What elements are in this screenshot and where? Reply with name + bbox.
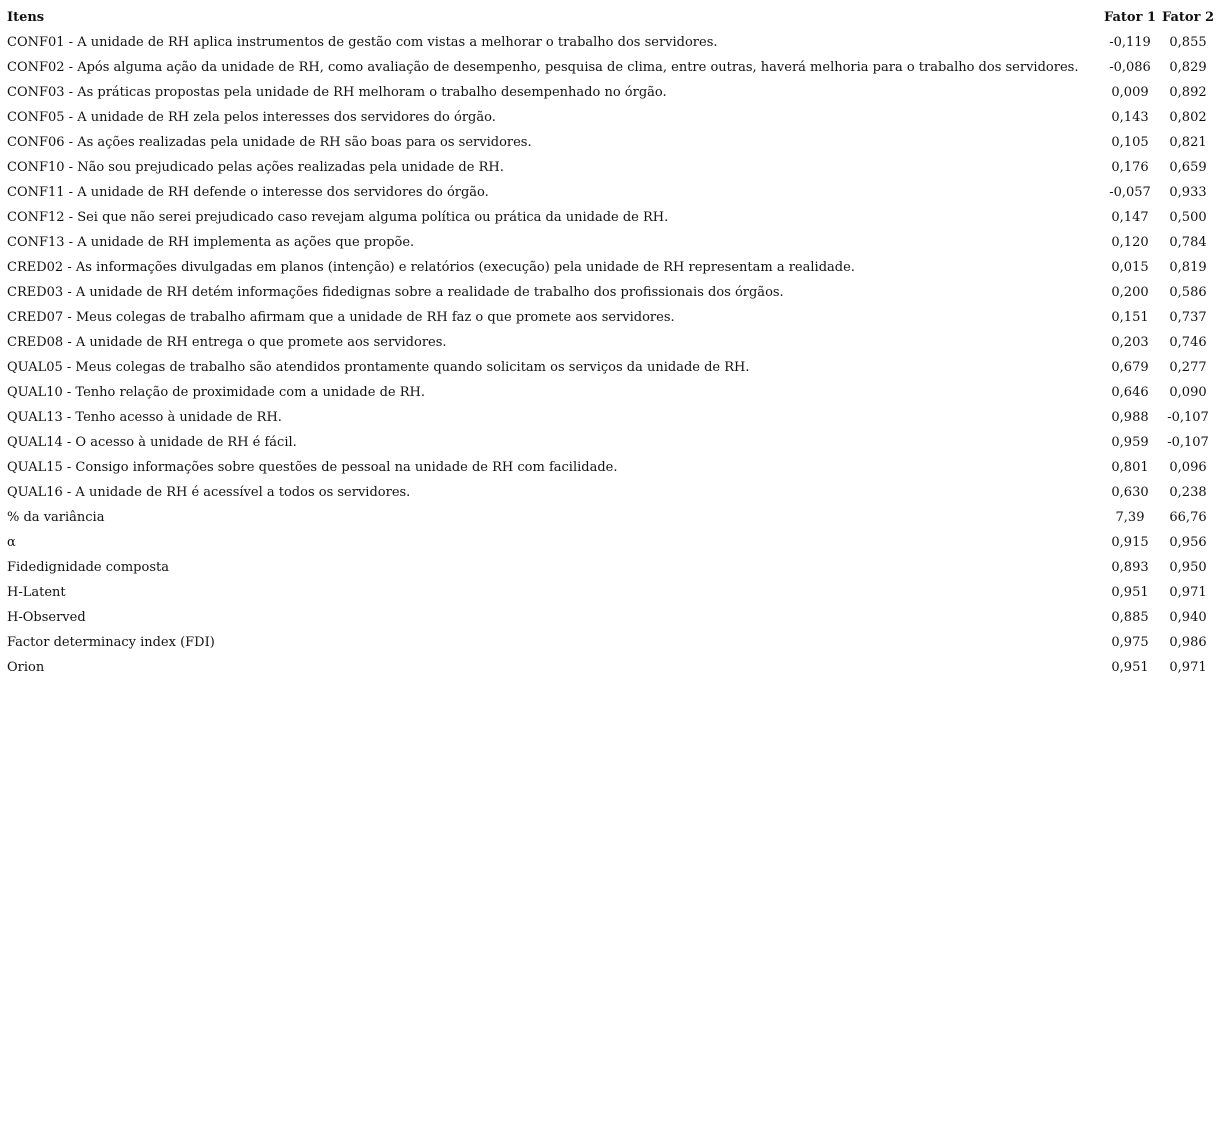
row-item-text: CONF11 - A unidade de RH defende o interesse dos servidores do órgão.: [7, 185, 489, 200]
row-factor-2-value: 0,784: [1169, 235, 1207, 250]
row-factor-1-value: 0,120: [1111, 235, 1149, 250]
row-factor-1-value: -0,086: [1109, 60, 1151, 75]
table-row: [7, 380, 1217, 405]
row-factor-1-value: 0,143: [1111, 110, 1149, 125]
row-factor-1-value: 0,015: [1111, 260, 1149, 275]
row-factor-1-value: 0,151: [1111, 310, 1149, 325]
row-factor-2-value: 0,956: [1169, 535, 1207, 550]
row-factor-1-value: 0,009: [1111, 85, 1149, 100]
row-item-text: H-Observed: [7, 610, 86, 625]
row-item-text: CONF13 - A unidade de RH implementa as ações que propõe.: [7, 235, 415, 250]
header-factor-2: Fator 2: [1161, 10, 1215, 25]
row-factor-1-value: 0,200: [1111, 285, 1149, 300]
row-factor-2-value: 0,500: [1169, 210, 1207, 225]
row-item-text: CONF05 - A unidade de RH zela pelos interesses dos servidores do órgão.: [7, 110, 496, 125]
row-factor-2-value: -0,107: [1167, 435, 1209, 450]
table-row: [7, 605, 1217, 630]
row-factor-1-value: 0,679: [1111, 360, 1149, 375]
row-factor-1-value: 0,147: [1111, 210, 1149, 225]
row-factor-2-value: 0,746: [1169, 335, 1207, 350]
row-factor-1-value: 0,801: [1111, 460, 1149, 475]
row-item-text: Factor determinacy index (FDI): [7, 635, 215, 650]
row-factor-2-value: 0,971: [1169, 585, 1207, 600]
table-row: [7, 355, 1217, 380]
table-row: [7, 405, 1217, 430]
table-row: [7, 105, 1217, 130]
row-factor-1-value: 0,951: [1111, 660, 1149, 675]
row-item-text: CONF03 - As práticas propostas pela unidade de RH melhoram o trabalho desempenhado no órgão.: [7, 85, 667, 100]
table-row: [7, 80, 1217, 105]
row-item-text: CONF02 - Após alguma ação da unidade de RH, como avaliação de desempenho, pesquisa de clima, entre outras, haverá melhoria para o trabalho dos servidores.: [7, 60, 1079, 75]
row-item-text: Orion: [7, 660, 45, 675]
row-factor-1-value: 0,915: [1111, 535, 1149, 550]
row-factor-2-value: 0,586: [1169, 285, 1207, 300]
table-row: [7, 130, 1217, 155]
row-item-text: H-Latent: [7, 585, 66, 600]
row-factor-1-value: 7,39: [1115, 510, 1145, 525]
row-item-text: CONF12 - Sei que não serei prejudicado caso revejam alguma política ou prática da unidade de RH.: [7, 210, 669, 225]
row-factor-2-value: -0,107: [1167, 410, 1209, 425]
table-row: [7, 630, 1217, 655]
table-row: [7, 255, 1217, 280]
row-item-text: CONF10 - Não sou prejudicado pelas ações realizadas pela unidade de RH.: [7, 160, 504, 175]
row-factor-2-value: 0,737: [1169, 310, 1207, 325]
table-row: [7, 305, 1217, 330]
table-row: [7, 55, 1217, 80]
row-item-text: CONF06 - As ações realizadas pela unidade de RH são boas para os servidores.: [7, 135, 532, 150]
row-item-text: QUAL05 - Meus colegas de trabalho são atendidos prontamente quando solicitam os serviços da unidade de RH.: [7, 360, 750, 375]
row-factor-1-value: 0,646: [1111, 385, 1149, 400]
table-row: [7, 180, 1217, 205]
row-factor-1-value: 0,975: [1111, 635, 1149, 650]
table-body: [7, 30, 1217, 680]
row-factor-2-value: 0,829: [1169, 60, 1207, 75]
table-row: [7, 230, 1217, 255]
row-factor-1-value: 0,885: [1111, 610, 1149, 625]
row-item-text: QUAL13 - Tenho acesso à unidade de RH.: [7, 410, 282, 425]
row-item-text: CRED08 - A unidade de RH entrega o que promete aos servidores.: [7, 335, 447, 350]
table-row: [7, 330, 1217, 355]
row-factor-2-value: 0,819: [1169, 260, 1207, 275]
row-item-text: CONF01 - A unidade de RH aplica instrumentos de gestão com vistas a melhorar o trabalho dos servidores.: [7, 35, 718, 50]
row-factor-2-value: 0,802: [1169, 110, 1207, 125]
row-factor-1-value: 0,176: [1111, 160, 1149, 175]
table-row: [7, 205, 1217, 230]
row-factor-2-value: 0,940: [1169, 610, 1207, 625]
row-factor-2-value: 66,76: [1169, 510, 1207, 525]
row-item-text: CRED02 - As informações divulgadas em planos (intenção) e relatórios (execução) pela unidade de RH representam a realidade.: [7, 260, 855, 275]
table-row: [7, 655, 1217, 680]
row-item-text: α: [7, 535, 16, 550]
row-factor-1-value: 0,959: [1111, 435, 1149, 450]
row-factor-1-value: 0,203: [1111, 335, 1149, 350]
row-factor-2-value: 0,277: [1169, 360, 1207, 375]
row-item-text: QUAL16 - A unidade de RH é acessível a todos os servidores.: [7, 485, 411, 500]
table-row: [7, 505, 1217, 530]
header-items: Itens: [7, 10, 45, 25]
table-row: [7, 155, 1217, 180]
factor-loadings-table: [7, 5, 1217, 680]
row-factor-2-value: 0,090: [1169, 385, 1207, 400]
row-factor-1-value: 0,893: [1111, 560, 1149, 575]
row-factor-2-value: 0,986: [1169, 635, 1207, 650]
table-header-row: [7, 5, 1217, 30]
row-factor-2-value: 0,855: [1169, 35, 1207, 50]
row-item-text: Fidedignidade composta: [7, 560, 169, 575]
row-factor-1-value: 0,630: [1111, 485, 1149, 500]
row-factor-2-value: 0,933: [1169, 185, 1207, 200]
row-factor-2-value: 0,950: [1169, 560, 1207, 575]
row-factor-2-value: 0,096: [1169, 460, 1207, 475]
row-item-text: % da variância: [7, 510, 105, 525]
row-factor-1-value: 0,105: [1111, 135, 1149, 150]
row-item-text: CRED07 - Meus colegas de trabalho afirmam que a unidade de RH faz o que promete aos servidores.: [7, 310, 675, 325]
header-factor-1: Fator 1: [1103, 10, 1157, 25]
row-factor-2-value: 0,821: [1169, 135, 1207, 150]
table-row: [7, 480, 1217, 505]
table-row: [7, 555, 1217, 580]
table-row: [7, 430, 1217, 455]
table-row: [7, 530, 1217, 555]
row-item-text: QUAL14 - O acesso à unidade de RH é fácil.: [7, 435, 297, 450]
row-item-text: QUAL15 - Consigo informações sobre questões de pessoal na unidade de RH com facilidade.: [7, 460, 618, 475]
row-factor-2-value: 0,238: [1169, 485, 1207, 500]
row-factor-1-value: 0,951: [1111, 585, 1149, 600]
row-factor-1-value: -0,057: [1109, 185, 1151, 200]
row-factor-2-value: 0,659: [1169, 160, 1207, 175]
row-factor-2-value: 0,971: [1169, 660, 1207, 675]
row-factor-2-value: 0,892: [1169, 85, 1207, 100]
table-row: [7, 580, 1217, 605]
row-factor-1-value: -0,119: [1109, 35, 1151, 50]
table-row: [7, 280, 1217, 305]
row-item-text: QUAL10 - Tenho relação de proximidade com a unidade de RH.: [7, 385, 425, 400]
row-factor-1-value: 0,988: [1111, 410, 1149, 425]
row-item-text: CRED03 - A unidade de RH detém informações fidedignas sobre a realidade de trabalho dos profissionais dos órgãos.: [7, 285, 784, 300]
table-row: [7, 30, 1217, 55]
table-row: [7, 455, 1217, 480]
